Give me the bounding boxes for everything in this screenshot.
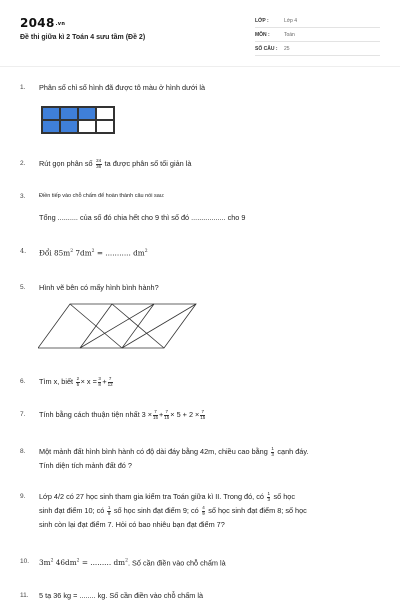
meta-question-count: SỐ CÂU : 25 <box>255 46 380 56</box>
unshaded-cell <box>96 107 114 120</box>
question-2: 2. Rút gọn phân số $\frac{24}{36}$ ta được phân số tối giản là <box>20 158 192 169</box>
question-7: 7. Tính bằng cách thuận tiện nhất 3 × $\frac{7}{15}$ + $\frac{7}{15}$ × 5 + 2 × $\frac{7}{15}$ <box>20 409 206 420</box>
question-4: 4. Đổi $85m^2$ $7dm^2$ = ........... $dm^2$ <box>20 247 148 258</box>
fraction: $\frac{24}{36}$ <box>96 158 102 169</box>
site-logo[interactable]: 2048.vn <box>20 16 66 30</box>
question-3: 3. Điền tiếp vào chỗ chấm để hoàn thành câu nói sau: <box>20 193 165 200</box>
worksheet-title: Đề thi giữa kì 2 Toán 4 sưu tầm (Đề 2) <box>20 34 146 41</box>
unshaded-cell <box>78 120 96 133</box>
meta-subject: MÔN : Toán <box>255 32 380 42</box>
question-11: 11. 5 tạ 36 kg = ........ kg. Số cần điền vào chỗ chấm là <box>20 591 204 600</box>
question-9-line3: sinh còn lại đạt điểm 7. Hỏi có bao nhiêu bạn đạt điểm 7? <box>39 520 225 529</box>
shaded-cell <box>60 107 78 120</box>
question-6: 6. Tìm x, biết $\frac{2}{5}$ × x = $\frac{3}{8}$ + $\frac{7}{12}$ <box>20 376 113 387</box>
question-1: 1. Phân số chỉ số hình đã được tô màu ở hình dưới là <box>20 83 206 92</box>
question-9: 9. Lớp 4/2 có 27 học sinh tham gia kiểm tra Toán giữa kì II. Trong đó, có $\frac{1}{3}$ số học <box>20 491 295 502</box>
question-9-line2: sinh đạt điểm 10; có $\frac{1}{9}$ số học sinh đạt điểm 9; có $\frac{4}{9}$ số học sinh đạt điểm 8; số học <box>39 505 307 516</box>
question-10: 10. $3m^2$ $46dm^2$ = ......... $dm^2$. Số cần điền vào chỗ chấm là <box>20 558 226 568</box>
header-divider <box>0 66 400 67</box>
question-5: 5. Hình vẽ bên có mấy hình bình hành? <box>20 283 159 292</box>
question-3-line2: Tổng .......... của số đó chia hết cho 9 thì số đó ................. cho 9 <box>39 213 246 222</box>
question-8: 8. Một mảnh đất hình bình hành có độ dài đáy bằng 42m, chiều cao bằng $\frac{1}{3}$ cạnh đáy. <box>20 446 309 457</box>
worksheet-header <box>0 0 400 66</box>
question-8-line2: Tính diện tích mảnh đất đó ? <box>39 461 132 470</box>
shaded-cell <box>60 120 78 133</box>
shaded-cell <box>78 107 96 120</box>
unshaded-cell <box>96 120 114 133</box>
shaded-cell <box>42 120 60 133</box>
shaded-fraction-figure <box>41 106 115 134</box>
parallelogram-figure <box>38 302 198 352</box>
meta-class: LỚP : Lớp 4 <box>255 18 380 28</box>
shaded-cell <box>42 107 60 120</box>
